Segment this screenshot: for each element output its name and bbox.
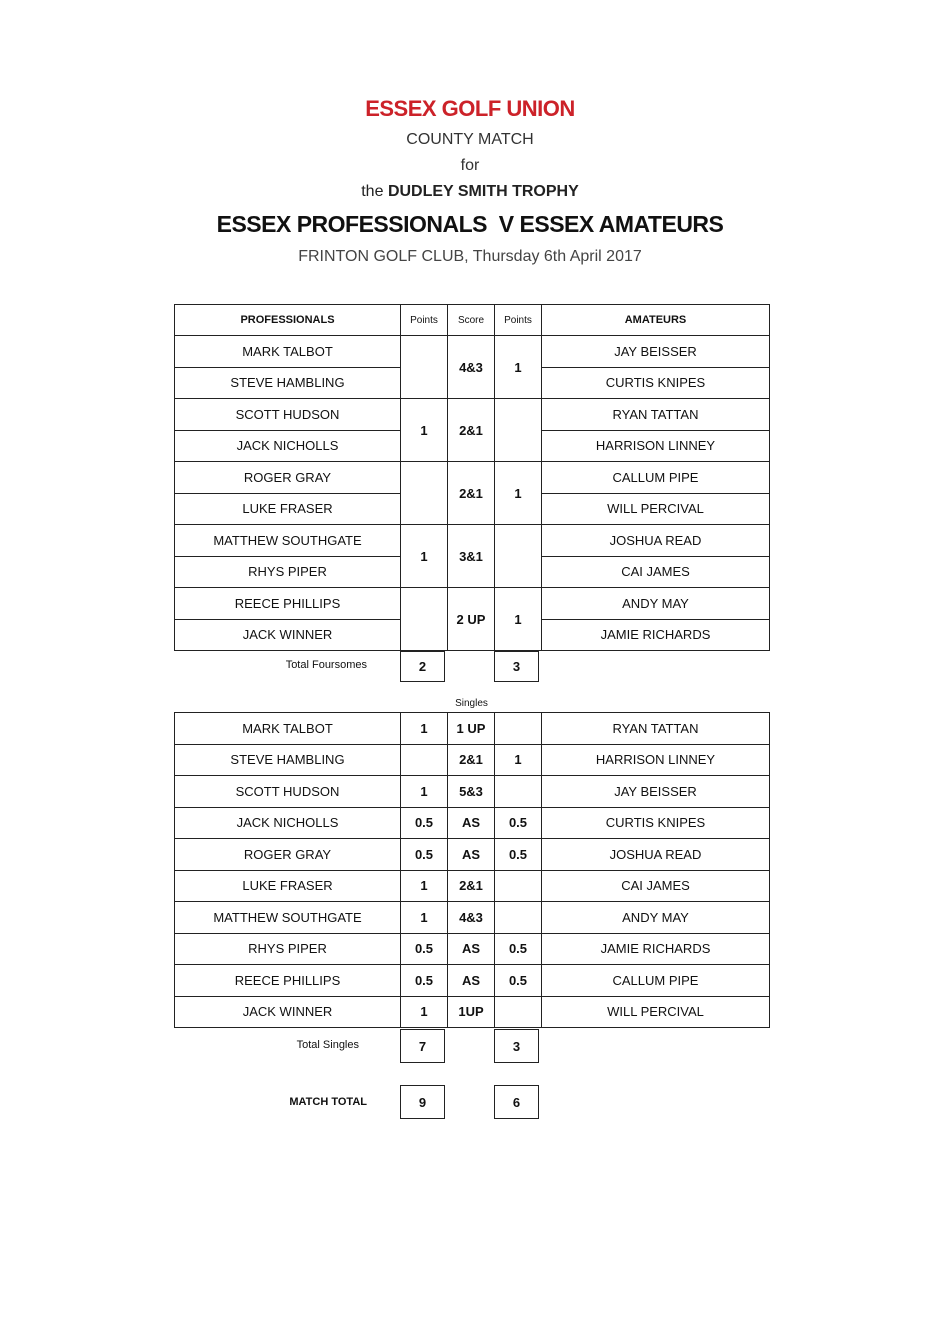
singles-table xyxy=(174,712,770,1028)
am-player-name: JAY BEISSER xyxy=(542,336,770,368)
am-points xyxy=(495,713,542,745)
pro-player-name: ROGER GRAY xyxy=(175,462,401,494)
am-player-name: CURTIS KNIPES xyxy=(542,367,770,399)
am-points xyxy=(495,996,542,1028)
county-match-subtitle: COUNTY MATCH xyxy=(406,131,534,148)
singles-title: Singles xyxy=(455,698,488,709)
am-points: 0.5 xyxy=(495,933,542,965)
header-professionals: PROFESSIONALS xyxy=(175,305,401,336)
am-player-name: JAY BEISSER xyxy=(542,776,770,808)
match-score: AS xyxy=(448,839,495,871)
table-row xyxy=(175,399,770,431)
pro-player-name: MARK TALBOT xyxy=(175,336,401,368)
total-foursomes-am: 3 xyxy=(494,651,539,682)
am-player-name: CAI JAMES xyxy=(542,870,770,902)
am-player-name: CALLUM PIPE xyxy=(542,965,770,997)
pro-player-name: RHYS PIPER xyxy=(175,556,401,588)
total-singles-label: Total Singles xyxy=(296,1039,359,1051)
am-player-name: CAI JAMES xyxy=(542,556,770,588)
table-row xyxy=(175,525,770,557)
pro-player-name: JACK NICHOLLS xyxy=(175,430,401,462)
table-row xyxy=(175,870,770,902)
am-player-name: JAMIE RICHARDS xyxy=(542,933,770,965)
header-score: Score xyxy=(448,305,495,336)
total-foursomes-pro: 2 xyxy=(400,651,445,682)
am-player-name: ANDY MAY xyxy=(542,902,770,934)
total-singles-am: 3 xyxy=(494,1029,539,1063)
match-score: AS xyxy=(448,965,495,997)
match-score: 2&1 xyxy=(448,870,495,902)
table-row xyxy=(175,588,770,620)
am-points: 1 xyxy=(495,744,542,776)
am-points xyxy=(495,525,542,588)
pro-player-name: MARK TALBOT xyxy=(175,713,401,745)
match-score: 3&1 xyxy=(448,525,495,588)
table-row xyxy=(175,776,770,808)
am-player-name: JAMIE RICHARDS xyxy=(542,619,770,651)
pro-points: 0.5 xyxy=(401,807,448,839)
am-points xyxy=(495,870,542,902)
pro-player-name: REECE PHILLIPS xyxy=(175,588,401,620)
pro-player-name: JACK WINNER xyxy=(175,619,401,651)
table-row xyxy=(175,744,770,776)
pro-player-name: SCOTT HUDSON xyxy=(175,776,401,808)
pro-player-name: MATTHEW SOUTHGATE xyxy=(175,525,401,557)
am-points: 1 xyxy=(495,336,542,399)
pro-player-name: STEVE HAMBLING xyxy=(175,367,401,399)
trophy-line xyxy=(0,183,940,201)
pro-points xyxy=(401,462,448,525)
match-score: AS xyxy=(448,807,495,839)
match-title: ESSEX PROFESSIONALS V ESSEX AMATEURS xyxy=(216,211,724,237)
am-player-name: JOSHUA READ xyxy=(542,839,770,871)
table-row xyxy=(175,996,770,1028)
am-player-name: JOSHUA READ xyxy=(542,525,770,557)
pro-points xyxy=(401,336,448,399)
am-player-name: ANDY MAY xyxy=(542,588,770,620)
trophy-prefix: the xyxy=(361,183,384,200)
match-total-label: MATCH TOTAL xyxy=(289,1096,367,1108)
pro-points: 1 xyxy=(401,996,448,1028)
match-score: 4&3 xyxy=(448,902,495,934)
am-player-name: WILL PERCIVAL xyxy=(542,996,770,1028)
pro-points: 0.5 xyxy=(401,965,448,997)
am-points: 0.5 xyxy=(495,965,542,997)
am-points: 1 xyxy=(495,462,542,525)
match-score: 1 UP xyxy=(448,713,495,745)
pro-points: 1 xyxy=(401,713,448,745)
match-total-am: 6 xyxy=(494,1085,539,1119)
pro-player-name: JACK NICHOLLS xyxy=(175,807,401,839)
am-points xyxy=(495,776,542,808)
foursomes-table xyxy=(174,304,770,651)
pro-player-name: REECE PHILLIPS xyxy=(175,965,401,997)
match-score: AS xyxy=(448,933,495,965)
match-score: 2&1 xyxy=(448,399,495,462)
header-amateurs: AMATEURS xyxy=(542,305,770,336)
am-points xyxy=(495,399,542,462)
pro-points: 1 xyxy=(401,525,448,588)
table-row xyxy=(175,839,770,871)
total-singles-pro: 7 xyxy=(400,1029,445,1063)
union-title: ESSEX GOLF UNION xyxy=(365,96,575,121)
pro-points: 0.5 xyxy=(401,933,448,965)
pro-player-name: LUKE FRASER xyxy=(175,493,401,525)
table-row xyxy=(175,336,770,368)
am-player-name: HARRISON LINNEY xyxy=(542,744,770,776)
table-row xyxy=(175,807,770,839)
trophy-name: DUDLEY SMITH TROPHY xyxy=(387,183,579,200)
pro-player-name: MATTHEW SOUTHGATE xyxy=(175,902,401,934)
pro-points: 1 xyxy=(401,870,448,902)
table-header-row xyxy=(175,305,770,336)
match-score: 2 UP xyxy=(448,588,495,651)
pro-player-name: RHYS PIPER xyxy=(175,933,401,965)
pro-player-name: SCOTT HUDSON xyxy=(175,399,401,431)
am-player-name: RYAN TATTAN xyxy=(542,713,770,745)
match-score: 5&3 xyxy=(448,776,495,808)
singles-body xyxy=(175,713,770,1028)
match-score: 2&1 xyxy=(448,462,495,525)
match-total-pro: 9 xyxy=(400,1085,445,1119)
am-points: 1 xyxy=(495,588,542,651)
pro-player-name: JACK WINNER xyxy=(175,996,401,1028)
table-row xyxy=(175,902,770,934)
pro-points xyxy=(401,588,448,651)
table-row xyxy=(175,462,770,494)
table-row xyxy=(175,713,770,745)
am-player-name: WILL PERCIVAL xyxy=(542,493,770,525)
am-points xyxy=(495,902,542,934)
foursomes-body xyxy=(175,305,770,651)
total-foursomes-label: Total Foursomes xyxy=(285,659,367,671)
am-points: 0.5 xyxy=(495,807,542,839)
match-score: 4&3 xyxy=(448,336,495,399)
venue-date: FRINTON GOLF CLUB, Thursday 6th April 2017 xyxy=(298,248,642,265)
match-score: 2&1 xyxy=(448,744,495,776)
pro-points: 0.5 xyxy=(401,839,448,871)
am-player-name: CURTIS KNIPES xyxy=(542,807,770,839)
pro-points: 1 xyxy=(401,399,448,462)
table-row xyxy=(175,965,770,997)
pro-player-name: LUKE FRASER xyxy=(175,870,401,902)
header-points-left: Points xyxy=(401,305,448,336)
pro-points: 1 xyxy=(401,776,448,808)
am-player-name: CALLUM PIPE xyxy=(542,462,770,494)
pro-points xyxy=(401,744,448,776)
am-points: 0.5 xyxy=(495,839,542,871)
pro-points: 1 xyxy=(401,902,448,934)
am-player-name: RYAN TATTAN xyxy=(542,399,770,431)
pro-player-name: ROGER GRAY xyxy=(175,839,401,871)
pro-player-name: STEVE HAMBLING xyxy=(175,744,401,776)
table-row xyxy=(175,933,770,965)
header-points-right: Points xyxy=(495,305,542,336)
match-score: 1UP xyxy=(448,996,495,1028)
for-text: for xyxy=(460,157,480,174)
am-player-name: HARRISON LINNEY xyxy=(542,430,770,462)
